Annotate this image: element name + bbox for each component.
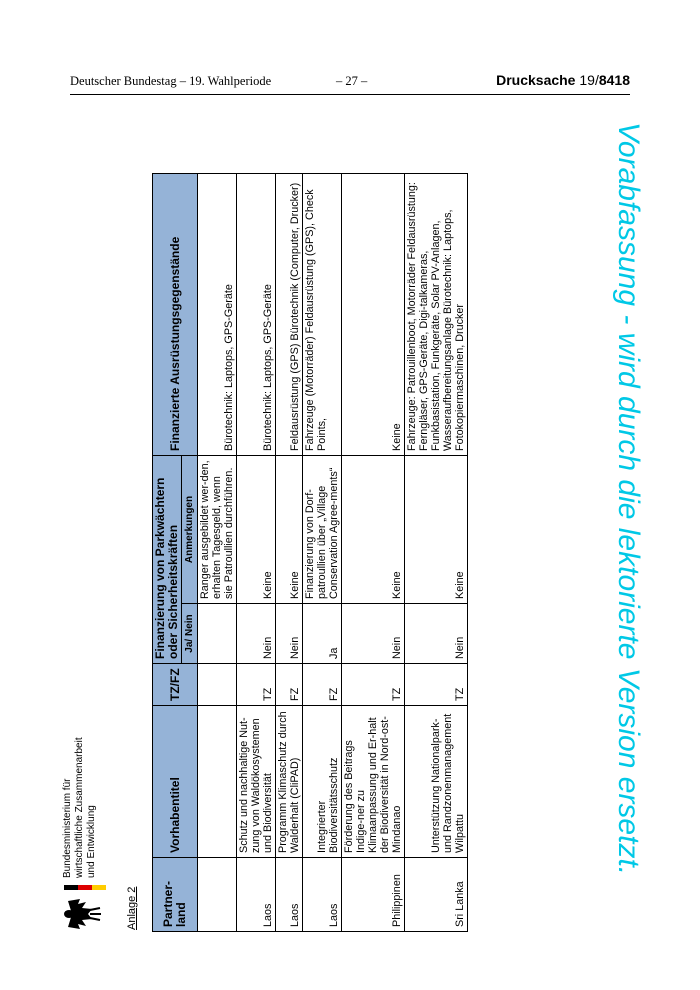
cell-country: Philippinen [342,858,405,932]
cell-equipment: Feldausrüstung (GPS) Bürotechnik (Computer, Drucker) [276,174,303,456]
ministry-logo [60,700,110,930]
cell-title: Förderung des Beitrags Indige-ner zu Klimaanpassung und Er-halt der Biodiversität in Nord-ost-Mindanao [342,706,405,858]
watermark: Vorabfassung - wird durch die lektorierte Version ersetzt. [612,122,645,876]
german-flag [64,885,106,890]
cell-equipment: Bürotechnik: Laptops, GPS-Geräte [198,174,237,456]
flag-red-stripe [78,885,92,890]
cell-ja-nein: Nein [405,604,468,664]
federal-eagle-icon [60,898,102,930]
cell-remarks: Keine [342,456,405,604]
cell-equipment: Keine [342,174,405,456]
cell-country: Laos [276,858,303,932]
header-equipment: Finanzierte Ausrüstungsgegenstände [153,174,198,456]
cell-title: Unterstützung Nationalpark- und Randzonenmanagement Wilpattu [405,706,468,858]
project-table [152,173,468,932]
cell-tzfz: TZ [237,664,276,706]
header-financing: Finanzierung von Parkwächtern oder Sicherheitskräften [153,456,182,664]
cell-ja-nein: Nein [342,604,405,664]
cell-tzfz: TZ [405,664,468,706]
header-remarks: Anmerkungen [182,456,198,604]
table-row [405,174,468,932]
cell-ja-nein: Nein [237,604,276,664]
cell-tzfz [198,664,237,706]
document-number-plain: 19/ [579,72,599,88]
header-title: Vorhabentitel [153,706,198,858]
cell-country: Laos [237,858,276,932]
document-number-bold: 8418 [598,72,630,88]
page-number: – 27 – [336,74,368,88]
cell-equipment: Bürotechnik: Laptops, GPS-Geräte [237,174,276,456]
table-row [303,174,342,932]
header-tzfz: TZ/FZ [153,664,198,706]
table-row [237,174,276,932]
cell-title [198,706,237,858]
header-country: Partner-land [153,858,198,932]
cell-ja-nein: Ja [303,604,342,664]
cell-remarks: Keine [237,456,276,604]
cell-remarks: Finanzierung von Dorf-patroullien über „Village Conservation Agree-ments“ [303,456,342,604]
cell-ja-nein: Nein [276,604,303,664]
cell-tzfz: TZ [342,664,405,706]
cell-remarks: Ranger ausgebildet wer-den, erhalten Tagesgeld, wenn sie Patroullien durchführen. [198,456,237,604]
header-left: Deutscher Bundestag – 19. Wahlperiode [70,74,272,88]
table-row [198,174,237,932]
cell-country: Laos [303,858,342,932]
cell-tzfz: FZ [303,664,342,706]
annex-label: Anlage 2 [126,886,138,930]
table-row [342,174,405,932]
cell-equipment: Fahrzeuge: Patrouillenboot, Motorräder Feldausrüstung: Ferngläser, GPS-Geräte, Digi-talkameras, Funkbasistation, Funkgeräte, Solar PV-Anlagen, Wasseraufbereitungsanlage Bürotechnik: Laptops, Fotokopiermaschinen, Drucker [405,174,468,456]
cell-remarks: Keine [405,456,468,604]
cell-tzfz: FZ [276,664,303,706]
cell-title: Programm Klimaschutz durch Walderhalt (CliPAD) [276,706,303,858]
cell-ja-nein [198,604,237,664]
document-number [496,72,630,88]
flag-black-stripe [64,885,78,890]
cell-equipment: Fahrzeuge (Motorräder) Feldausrüstung (GPS), Check Points, [303,174,342,456]
page-header [70,72,630,95]
cell-remarks: Keine [276,456,303,604]
cell-country: Sri Lanka [405,858,468,932]
document-label: Drucksache [496,72,576,88]
cell-title: Integrierter Biodiversitätsschutz [303,706,342,858]
flag-gold-stripe [92,885,106,890]
rotated-content [60,160,580,940]
cell-title: Schutz und nachhaltige Nut-zung von Waldökosystemen und Biodiversität [237,706,276,858]
ministry-name: Bundesministerium für wirtschaftliche Zusammenarbeit und Entwicklung [62,737,97,878]
table-row [276,174,303,932]
cell-country [198,858,237,932]
header-ja-nein: Ja/ Nein [182,604,198,664]
